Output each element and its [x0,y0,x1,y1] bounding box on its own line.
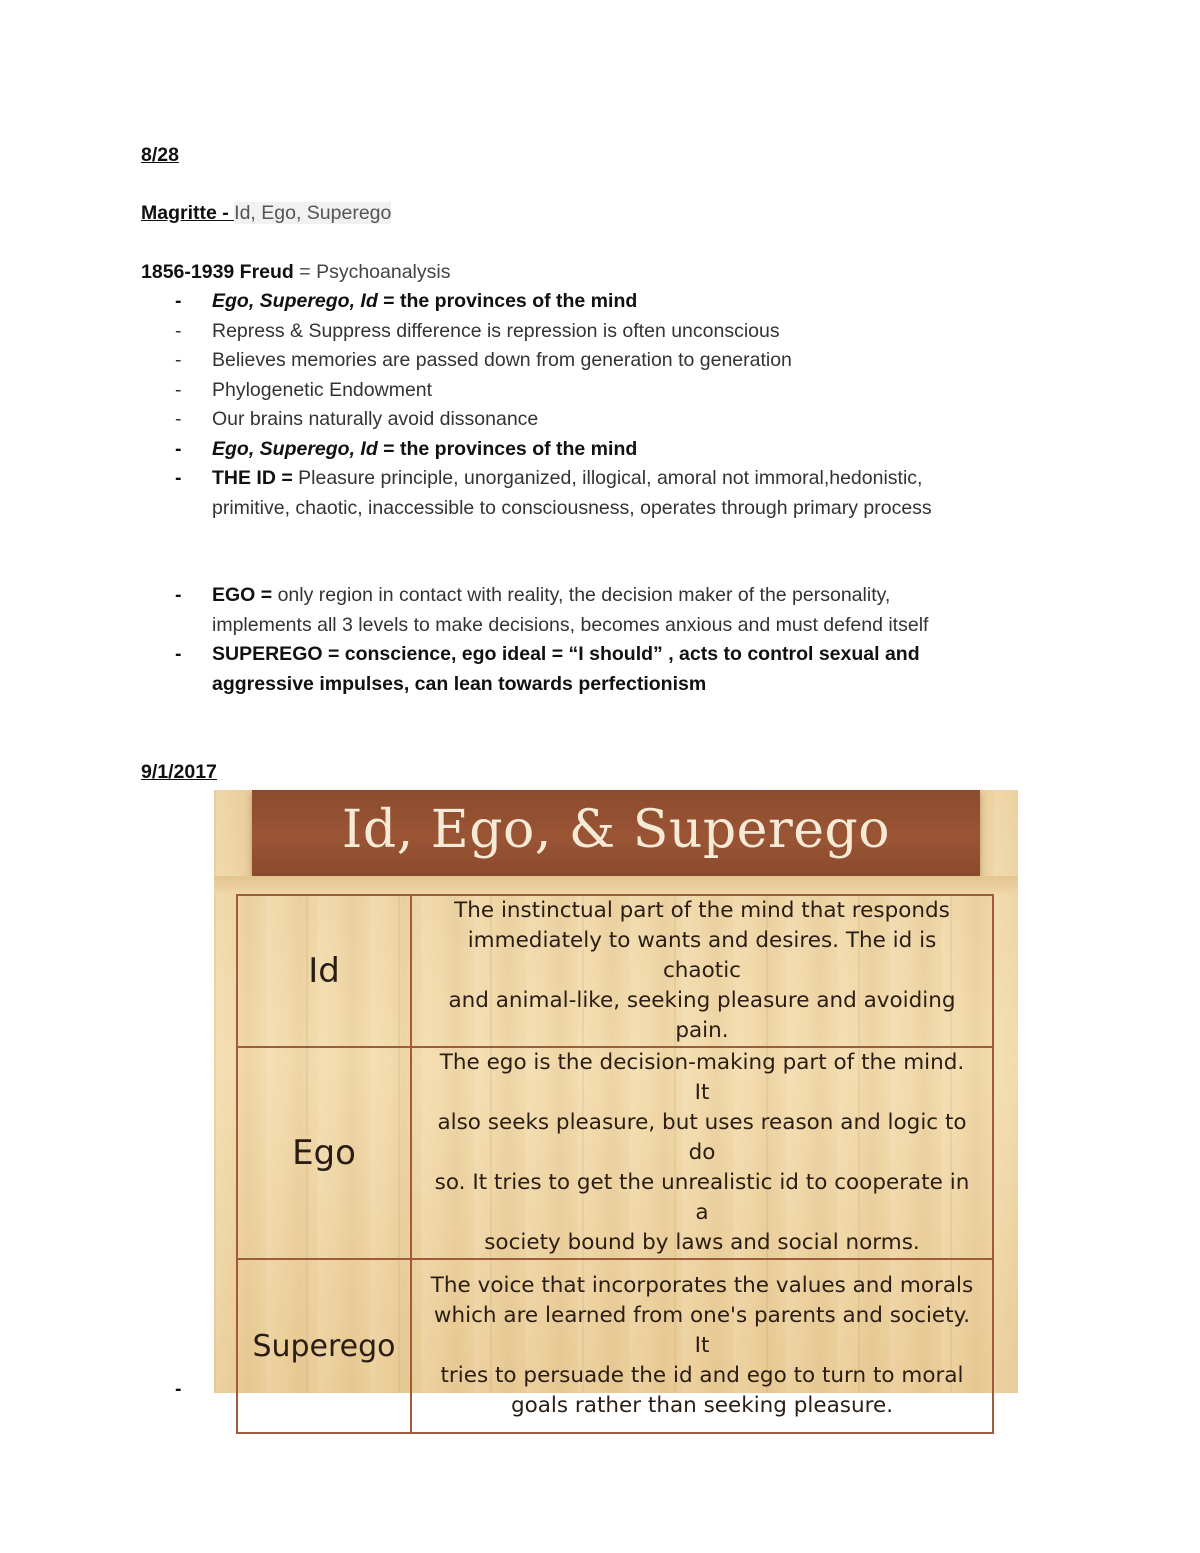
bullet-text: Our brains naturally avoid dissonance [212,408,539,430]
bullet-dash: - [175,467,182,489]
note-date-2: 9/1/2017 [141,761,217,783]
list-item [141,287,1041,317]
term-cell: Superego [237,1259,411,1433]
list-item-superego [141,640,1041,699]
list-item-id [141,464,1041,523]
bullet-text: Believes memories are passed down from generation to generation [212,349,792,371]
figure-title: Id, Ego, & Superego [341,800,891,860]
description-line: tries to persuade the id and ego to turn to moral [440,1363,964,1388]
bullet-dash: - [175,437,182,460]
bullet-text: Repress & Suppress difference is repression is often unconscious [212,319,780,342]
ego-label: EGO = [212,584,278,606]
term-cell: Ego [237,1047,411,1259]
id-text-line-2: primitive, chaotic, inaccessible to consciousness, operates through primary process [212,496,932,519]
bullet-dash: - [175,643,182,665]
description-line: which are learned from one's parents and society. It [433,1303,971,1358]
description-line: goals rather than seeking pleasure. [510,1393,894,1418]
superego-text-line-1: SUPEREGO = conscience, ego ideal = “I should” , acts to control sexual and [212,643,920,665]
superego-text-line-2: aggressive impulses, can lean towards perfectionism [212,672,707,695]
term-cell: Id [237,895,411,1047]
bullet-dash: - [175,290,182,312]
description-line: society bound by laws and social norms. [484,1230,920,1255]
description-line: The voice that incorporates the values and morals [430,1273,974,1298]
table-row [237,895,993,1047]
bullet-text-italic: Ego, Superego, Id [212,290,378,312]
description-line: and animal-like, seeking pleasure and avoiding pain. [448,988,956,1043]
description-line: The ego is the decision-making part of the mind. It [439,1050,965,1105]
bullet-dash: - [175,378,182,401]
table-row [237,1047,993,1259]
ego-text-line-2: implements all 3 levels to make decisions, becomes anxious and must defend itself [212,613,929,636]
comparison-table [236,894,994,1434]
ego-text-line-1: only region in contact with reality, the decision maker of the personality, [277,584,891,606]
description-cell [411,1259,993,1433]
list-item [141,346,1041,376]
note-date-1: 8/28 [141,144,179,166]
bullet-dash: - [175,584,182,606]
id-label: THE ID = [212,467,299,489]
list-item [141,405,1041,435]
freud-years-name: 1856-1939 Freud [141,261,294,283]
bullet-text-bold: = the provinces of the mind [377,437,638,460]
list-item-ego [141,581,1041,640]
description-line: also seeks pleasure, but uses reason and logic to do [437,1110,967,1165]
bullet-dash: - [175,408,182,430]
description-line: so. It tries to get the unrealistic id to cooperate in a [434,1170,970,1225]
bullet-text: Phylogenetic Endowment [212,378,433,401]
trailing-bullet-dash: - [175,1378,182,1400]
magritte-label: Magritte - [141,202,235,224]
freud-definition: = Psychoanalysis [293,261,451,283]
bullet-dash: - [175,349,182,371]
figure-banner [252,790,980,876]
list-item [141,435,1041,465]
bullet-text-bold: = the provinces of the mind [377,290,638,312]
description-line: immediately to wants and desires. The id is chaotic [467,928,937,983]
table-row [237,1259,993,1433]
freud-line [141,257,450,287]
list-item [141,317,1041,347]
description-cell [411,1047,993,1259]
id-ego-superego-figure [214,790,1018,1418]
list-item [141,376,1041,406]
description-line: The instinctual part of the mind that responds [454,898,950,923]
freud-bullet-list [141,287,1041,699]
id-text-line-1: Pleasure principle, unorganized, illogical, amoral not immoral,hedonistic, [298,467,923,489]
wood-ledge [214,876,1018,894]
bullet-text-italic: Ego, Superego, Id [212,437,378,460]
magritte-topics: Id, Ego, Superego [234,202,392,224]
description-cell [411,895,993,1047]
magritte-line [141,198,391,228]
bullet-dash: - [175,319,182,342]
